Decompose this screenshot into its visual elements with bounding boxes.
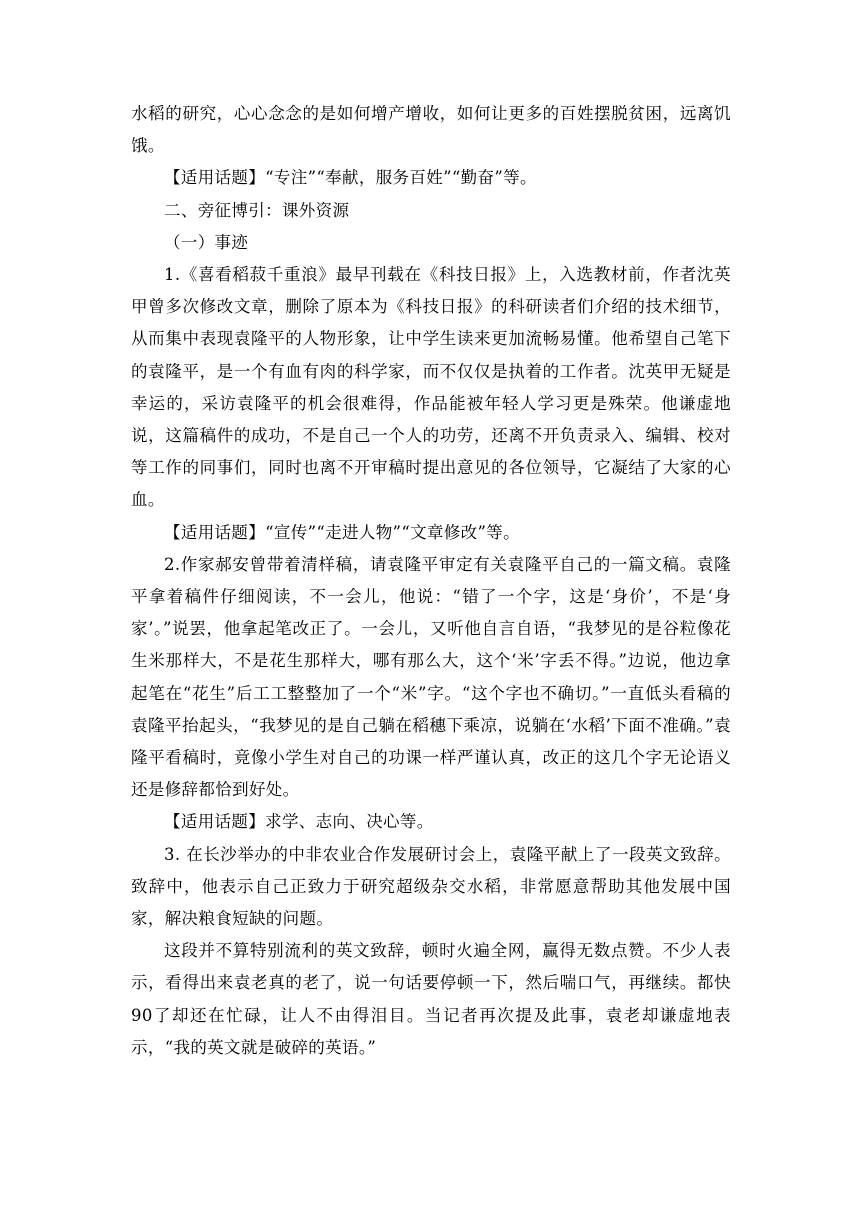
story-paragraph-2: 2.作家郝安曾带着清样稿，请袁隆平审定有关袁隆平自己的一篇文稿。袁隆平拿着稿件仔细阅读，不一会儿，他说：“错了一个字，这是‘身价’，不是‘身家’。”说罢，他拿起笔改正了。一会儿，又听他自言自语，“我梦见的是谷粒像花生米那样大，不是花生那样大，哪有那么大，这个‘米’字丢不得。”边说，他边拿起笔在“花生”后工工整整加了一个“米”字。“这个字也不确切。”一直低头看稿的袁隆平抬起头，“我梦见的是自己躺在稻穗下乘凉，说躺在‘水稻’下面不准确。”袁隆平看稿时，竟像小学生对自己的功课一样严谨认真，改正的这几个字无论语义还是修辞都恰到好处。 (131, 554, 731, 800)
story-paragraph-3-continued: 这段并不算特别流利的英文致辞，顿时火遍全网，赢得无数点赞。不少人表示，看得出来袁老真的老了，说一句话要停顿一下，然后喘口气，再继续。都快90了却还在忙碌，让人不由得泪目。当记者再次提及此事，袁老却谦虚地表示，“我的英文就是破碎的英语。” (131, 941, 731, 1057)
applicable-topics-3: 【适用话题】求学、志向、决心等。 (164, 812, 434, 832)
document-body (131, 98, 731, 1064)
story-paragraph-1: 1.《喜看稻菽千重浪》最早刊载在《科技日报》上，入选教材前，作者沈英甲曾多次修改文章，删除了原本为《科技日报》的科研读者们介绍的技术细节，从而集中表现袁隆平的人物形象，让中学生读来更加流畅易懂。他希望自己笔下的袁隆平，是一个有血有肉的科学家，而不仅仅是执着的工作者。沈英甲无疑是幸运的，采访袁隆平的机会很难得，作品能被年轻人学习更是殊荣。他谦虚地说，这篇稿件的成功，不是自己一个人的功劳，还离不开负责录入、编辑、校对等工作的同事们，同时也离不开审稿时提出意见的各位领导，它凝结了大家的心血。 (131, 265, 731, 510)
subsection-heading: （一）事迹 (164, 232, 249, 252)
applicable-topics-1: 【适用话题】“专注”“奉献，服务百姓”“勤奋”等。 (164, 168, 537, 188)
paragraph-continuation: 水稻的研究，心心念念的是如何增产增收，如何让更多的百姓摆脱贫困，远离饥饿。 (131, 104, 731, 156)
applicable-topics-2: 【适用话题】“宣传”“走进人物”“文章修改”等。 (164, 522, 521, 542)
section-heading: 二、旁征博引：课外资源 (164, 200, 350, 220)
story-paragraph-3: 3. 在长沙举办的中非农业合作发展研讨会上，袁隆平献上了一段英文致辞。致辞中，他表示自己正致力于研究超级杂交水稻，非常愿意帮助其他发展中国家，解决粮食短缺的问题。 (131, 844, 731, 929)
